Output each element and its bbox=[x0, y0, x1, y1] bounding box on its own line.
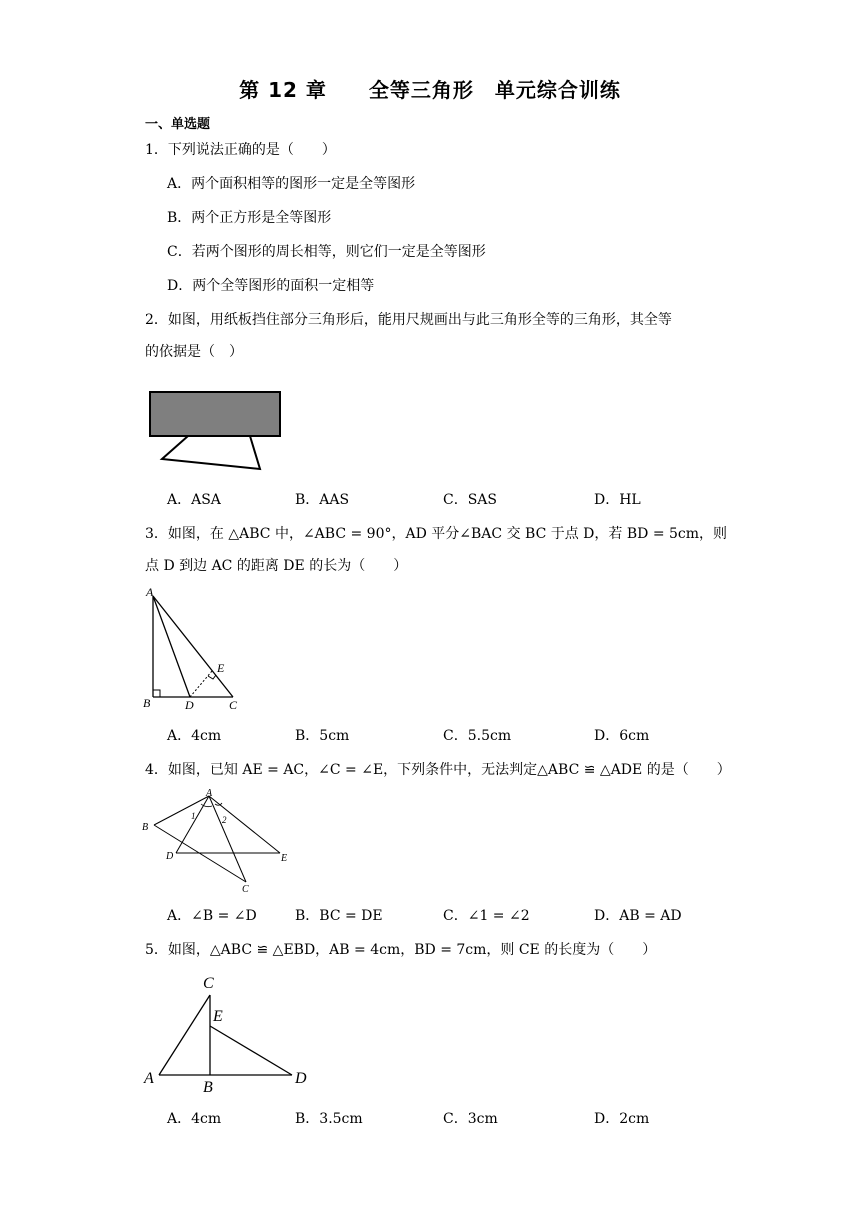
question-1-option-d: D．两个全等图形的面积一定相等 bbox=[167, 278, 375, 294]
question-4-option-c: C．∠1 = ∠2 bbox=[443, 908, 530, 924]
question-3-stem-line1: 3．如图，在 △ABC 中，∠ABC = 90°，AD 平分∠BAC 交 BC 于点 D，若 BD = 5cm，则 bbox=[145, 526, 728, 542]
label-c: C bbox=[203, 975, 214, 992]
question-2-stem-line2: 的依据是（ ） bbox=[145, 344, 243, 360]
question-1-option-c: C．若两个图形的周长相等，则它们一定是全等图形 bbox=[167, 244, 486, 260]
label-e: E bbox=[281, 853, 288, 864]
question-5-option-c: C．3cm bbox=[443, 1111, 498, 1127]
partial-triangle bbox=[162, 436, 260, 469]
label-b: B bbox=[142, 822, 149, 833]
question-1-option-a: A．两个面积相等的图形一定是全等图形 bbox=[167, 176, 416, 192]
question-5-option-b: B．3.5cm bbox=[295, 1111, 363, 1127]
angle-2-label: 2 bbox=[222, 815, 227, 825]
question-2-option-c: C．SAS bbox=[443, 492, 498, 508]
question-3-option-d: D．6cm bbox=[594, 728, 650, 744]
label-c: C bbox=[229, 698, 238, 712]
question-4-option-d: D．AB = AD bbox=[594, 908, 682, 924]
label-a: A bbox=[206, 788, 213, 799]
section-heading: 一、单选题 bbox=[145, 117, 211, 132]
question-5-option-a: A．4cm bbox=[167, 1111, 222, 1127]
question-3-stem-line2: 点 D 到边 AC 的距离 DE 的长为（ ） bbox=[145, 558, 408, 574]
question-1-option-b: B．两个正方形是全等图形 bbox=[167, 210, 332, 226]
question-3-figure bbox=[138, 582, 248, 712]
question-2-stem-line1: 2．如图，用纸板挡住部分三角形后，能用尺规画出与此三角形全等的三角形，其全等 bbox=[145, 312, 672, 328]
page-title: 第 12 章 全等三角形 单元综合训练 bbox=[239, 78, 621, 102]
cardboard-rect bbox=[150, 392, 280, 436]
question-3-option-c: C．5.5cm bbox=[443, 728, 512, 744]
angle-1-label: 1 bbox=[191, 811, 196, 821]
label-c: C bbox=[242, 884, 249, 895]
label-a: A bbox=[144, 1070, 154, 1087]
question-4-figure bbox=[138, 786, 298, 896]
label-e: E bbox=[213, 1008, 223, 1025]
question-2-option-a: A．ASA bbox=[167, 492, 221, 508]
question-4-option-a: A．∠B = ∠D bbox=[167, 908, 257, 924]
question-4-option-b: B．BC = DE bbox=[295, 908, 383, 924]
label-d: D bbox=[295, 1070, 307, 1087]
label-e: E bbox=[217, 661, 225, 675]
question-2-figure bbox=[140, 385, 290, 475]
question-3-option-a: A．4cm bbox=[167, 728, 222, 744]
label-b: B bbox=[143, 696, 151, 710]
question-5-stem: 5．如图，△ABC ≌ △EBD，AB = 4cm，BD = 7cm，则 CE 的长度为（ ） bbox=[145, 942, 657, 958]
question-4-stem: 4．如图，已知 AE = AC，∠C = ∠E，下列条件中，无法判定△ABC ≌ △ADE 的是（ ） bbox=[145, 762, 731, 778]
question-5-option-d: D．2cm bbox=[594, 1111, 650, 1127]
label-a: A bbox=[146, 585, 154, 599]
question-1-stem: 1．下列说法正确的是（ ） bbox=[145, 142, 336, 158]
question-2-option-b: B．AAS bbox=[295, 492, 350, 508]
label-d: D bbox=[166, 851, 174, 862]
label-d: D bbox=[185, 698, 194, 712]
question-3-option-b: B．5cm bbox=[295, 728, 350, 744]
question-2-option-d: D．HL bbox=[594, 492, 641, 508]
question-5-figure bbox=[140, 968, 320, 1098]
label-b: B bbox=[203, 1079, 213, 1096]
